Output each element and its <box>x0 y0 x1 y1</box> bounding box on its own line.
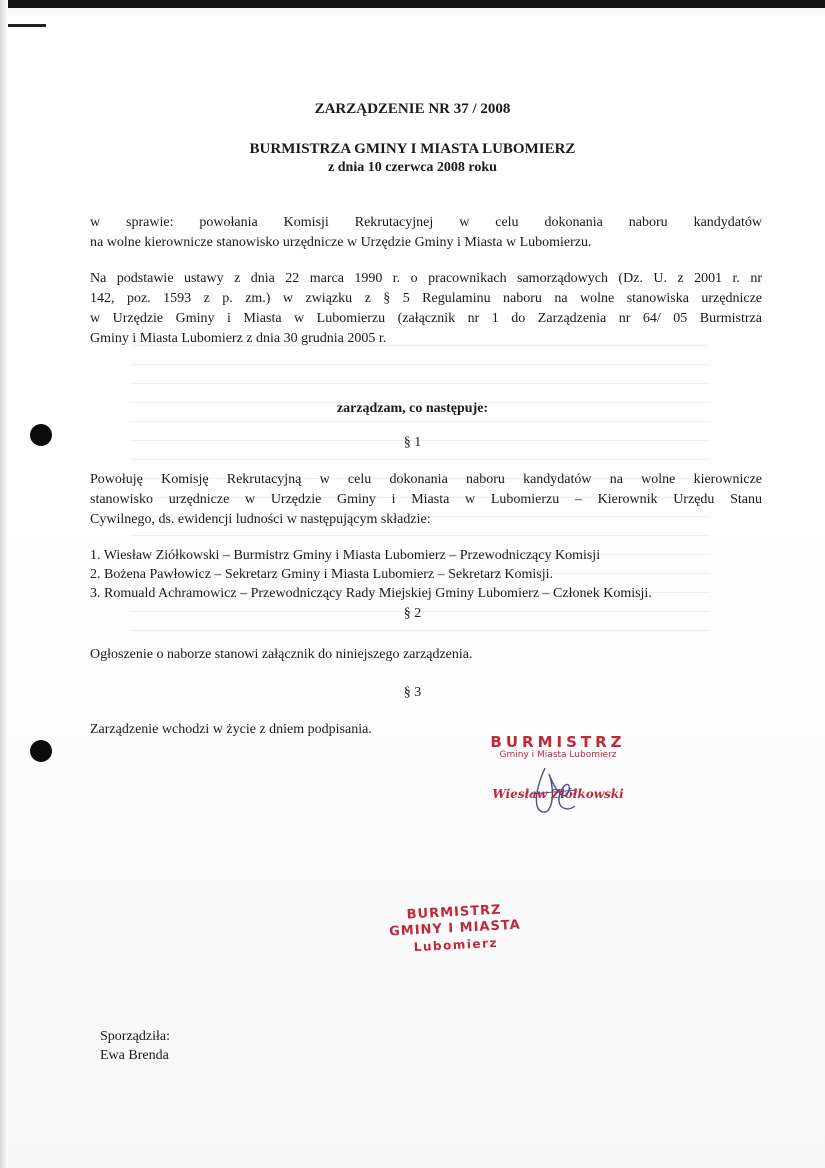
office-stamp <box>369 901 541 958</box>
basis-line: Gminy i Miasta Lubomierz z dnia 30 grudnia 2005 r. <box>90 331 387 346</box>
prepared-name: Ewa Brenda <box>100 1048 169 1063</box>
decree-heading: zarządzam, co następuje: <box>336 401 489 416</box>
basis-line: Na podstawie ustawy z dnia 22 marca 1990 r. o pracownikach samorządowych (Dz. U. z 2001 r. nr <box>90 271 762 286</box>
basis-line: 142, poz. 1593 z p. zm.) w związku z § 5 Regulaminu naboru na wolne stanowiska urzędnicze <box>90 291 762 306</box>
office-stamp-line: Lubomierz <box>413 935 499 955</box>
basis-line: w Urzędzie Gminy i Miasta w Lubomierzu (załącznik nr 1 do Zarządzenia nr 64/ 05 Burmistrza <box>90 311 762 326</box>
member-item: 3. Romuald Achramowicz – Przewodniczący Rady Miejskiej Gminy Lubomierz – Członek Komisji. <box>90 586 652 601</box>
stamp-title: BURMISTRZ <box>490 733 626 751</box>
stamp-subtitle: Gminy i Miasta Lubomierz <box>499 750 617 760</box>
office-stamp-line: BURMISTRZ <box>406 902 502 923</box>
scan-top-border <box>0 0 825 8</box>
document-issuer: BURMISTRZA GMINY I MIASTA LUBOMIERZ <box>249 141 576 157</box>
prepared-label: Sporządziła: <box>100 1029 170 1044</box>
document-title: ZARZĄDZENIE NR 37 / 2008 <box>314 101 511 117</box>
office-stamp-line: GMINY I MIASTA <box>388 917 522 940</box>
paragraph-line: Powołuję Komisję Rekrutacyjną w celu dokonania naboru kandydatów na wolne kierownicze <box>90 472 762 487</box>
paragraph-line: Cywilnego, ds. ewidencji ludności w następującym składzie: <box>90 512 431 527</box>
member-item: 1. Wiesław Ziółkowski – Burmistrz Gminy i Miasta Lubomierz – Przewodniczący Komisji <box>90 548 601 563</box>
handwritten-signature <box>525 760 585 820</box>
member-item: 2. Bożena Pawłowicz – Sekretarz Gminy i Miasta Lubomierz – Sekretarz Komisji. <box>90 567 554 582</box>
punch-hole <box>30 740 52 762</box>
paragraph-line: Ogłoszenie o naborze stanowi załącznik do niniejszego zarządzenia. <box>90 647 473 662</box>
stamp-name: Wiesław Ziółkowski <box>492 787 624 801</box>
scan-mark <box>8 24 46 27</box>
subject-line: na wolne kierownicze stanowisko urzędnicze w Urzędzie Gminy i Miasta w Lubomierzu. <box>90 235 592 250</box>
document-date: z dnia 10 czerwca 2008 roku <box>328 160 497 175</box>
paragraph-line: stanowisko urzędnicze w Urzędzie Gminy i Miasta w Lubomierzu – Kierownik Urzędu Stanu <box>90 492 762 507</box>
section-heading: § 2 <box>403 606 422 621</box>
section-heading: § 3 <box>403 685 422 700</box>
subject-line: w sprawie: powołania Komisji Rekrutacyjnej w celu dokonania naboru kandydatów <box>90 215 762 230</box>
section-heading: § 1 <box>403 435 422 450</box>
paragraph-line: Zarządzenie wchodzi w życie z dniem podpisania. <box>90 722 372 737</box>
